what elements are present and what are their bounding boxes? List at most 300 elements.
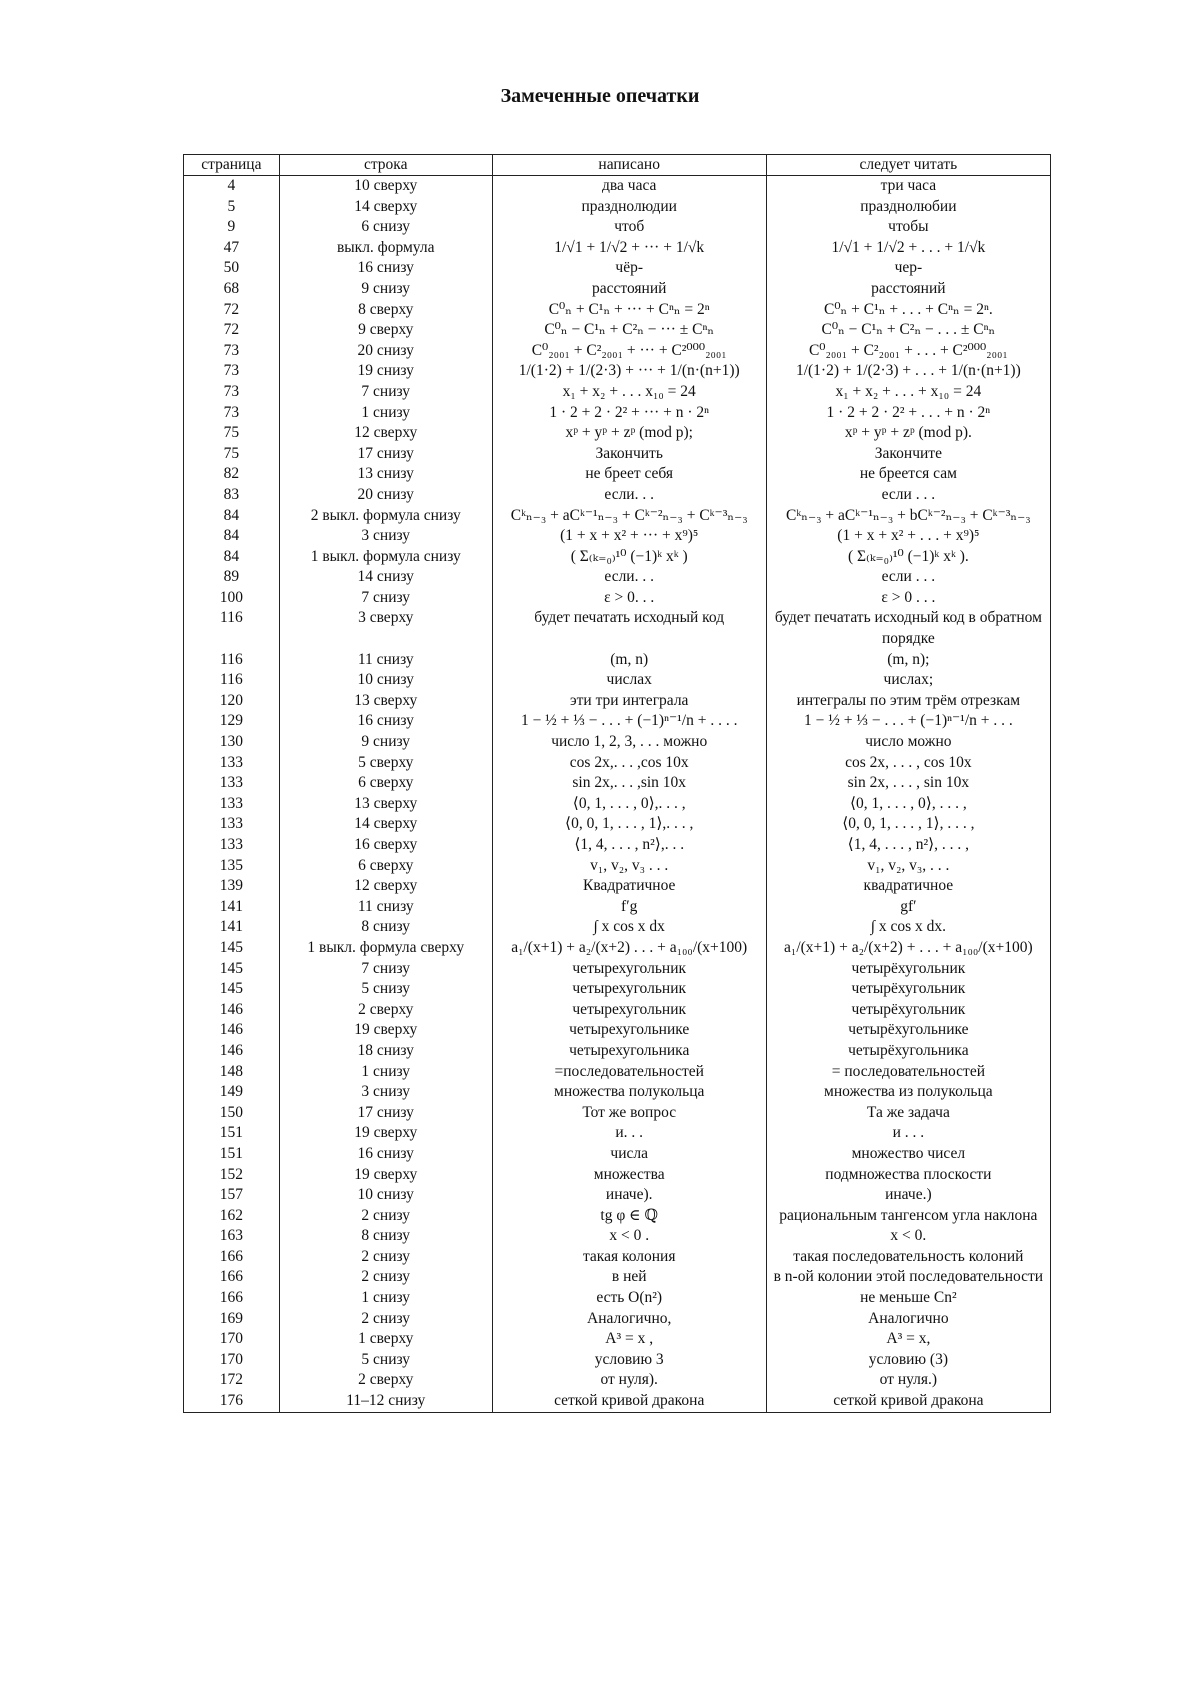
cell-page: 133 [184, 753, 280, 774]
page-title: Замеченные опечатки [500, 85, 700, 107]
header-correct: следует читать [766, 155, 1050, 176]
cell-line: 16 сверху [279, 835, 492, 856]
cell-page: 68 [184, 279, 280, 300]
table-row [184, 1370, 1051, 1391]
cell-correct: ⟨0, 0, 1, . . . , 1⟩, . . . , [766, 814, 1050, 835]
cell-page: 133 [184, 814, 280, 835]
cell-correct: x₁ + x₂ + . . . + x₁₀ = 24 [766, 382, 1050, 403]
table-row [184, 608, 1051, 649]
cell-correct: чер- [766, 258, 1050, 279]
cell-page: 72 [184, 320, 280, 341]
cell-written: множества [492, 1165, 766, 1186]
cell-written: Квадратичное [492, 876, 766, 897]
cell-line: 1 снизу [279, 1062, 492, 1083]
cell-line: 17 снизу [279, 444, 492, 465]
cell-page: 84 [184, 547, 280, 568]
cell-written: Закончить [492, 444, 766, 465]
table-row [184, 938, 1051, 959]
table-row [184, 176, 1051, 197]
cell-page: 157 [184, 1185, 280, 1206]
cell-correct: a₁/(x+1) + a₂/(x+2) + . . . + a₁₀₀/(x+100) [766, 938, 1050, 959]
cell-page: 72 [184, 300, 280, 321]
table-row [184, 506, 1051, 527]
table-row [184, 835, 1051, 856]
cell-page: 5 [184, 197, 280, 218]
cell-written: C⁰ₙ + C¹ₙ + ··· + Cⁿₙ = 2ⁿ [492, 300, 766, 321]
cell-page: 172 [184, 1370, 280, 1391]
cell-correct: 1 − ½ + ⅓ − . . . + (−1)ⁿ⁻¹/n + . . . [766, 711, 1050, 732]
table-row [184, 1206, 1051, 1227]
cell-correct: ⟨1, 4, . . . , n²⟩, . . . , [766, 835, 1050, 856]
cell-line: 17 снизу [279, 1103, 492, 1124]
cell-correct: gf′ [766, 897, 1050, 918]
table-row [184, 959, 1051, 980]
cell-correct: четырёхугольнике [766, 1020, 1050, 1041]
cell-correct: в n-ой колонии этой последовательности [766, 1267, 1050, 1288]
cell-correct: C⁰ₙ + C¹ₙ + . . . + Cⁿₙ = 2ⁿ. [766, 300, 1050, 321]
table-header [184, 155, 1051, 176]
cell-line: 11 снизу [279, 897, 492, 918]
cell-line: 6 сверху [279, 856, 492, 877]
cell-written: v₁, v₂, v₃ . . . [492, 856, 766, 877]
cell-correct: такая последовательность колоний [766, 1247, 1050, 1268]
cell-page: 82 [184, 464, 280, 485]
cell-page: 141 [184, 917, 280, 938]
cell-written: Аналогично, [492, 1309, 766, 1330]
cell-line: 5 снизу [279, 1350, 492, 1371]
cell-correct: ( Σ₍ₖ₌₀₎¹⁰ (−1)ᵏ xᵏ ). [766, 547, 1050, 568]
cell-written: ⟨1, 4, . . . , n²⟩,. . . [492, 835, 766, 856]
cell-page: 120 [184, 691, 280, 712]
cell-page: 130 [184, 732, 280, 753]
cell-correct: интегралы по этим трём отрезкам [766, 691, 1050, 712]
table-row [184, 1226, 1051, 1247]
cell-line: 1 выкл. формула снизу [279, 547, 492, 568]
cell-page: 148 [184, 1062, 280, 1083]
cell-page: 50 [184, 258, 280, 279]
table-row [184, 1350, 1051, 1371]
table-row [184, 526, 1051, 547]
cell-page: 75 [184, 423, 280, 444]
cell-correct: C⁰ₙ − C¹ₙ + C²ₙ − . . . ± Cⁿₙ [766, 320, 1050, 341]
cell-written: C⁰ₙ − C¹ₙ + C²ₙ − ··· ± Cⁿₙ [492, 320, 766, 341]
cell-written: sin 2x,. . . ,sin 10x [492, 773, 766, 794]
cell-written: x₁ + x₂ + . . . x₁₀ = 24 [492, 382, 766, 403]
cell-page: 133 [184, 773, 280, 794]
cell-written: чтоб [492, 217, 766, 238]
table-row [184, 1185, 1051, 1206]
cell-page: 73 [184, 361, 280, 382]
table-row [184, 711, 1051, 732]
cell-line: 2 сверху [279, 1000, 492, 1021]
cell-written: не бреет себя [492, 464, 766, 485]
cell-line: 13 сверху [279, 794, 492, 815]
cell-written: условию 3 [492, 1350, 766, 1371]
cell-page: 176 [184, 1391, 280, 1412]
table-row [184, 485, 1051, 506]
cell-correct: от нуля.) [766, 1370, 1050, 1391]
cell-line: 8 снизу [279, 1226, 492, 1247]
cell-written: четырехугольник [492, 959, 766, 980]
cell-correct: не меньше Cn² [766, 1288, 1050, 1309]
cell-written: ( Σ₍ₖ₌₀₎¹⁰ (−1)ᵏ xᵏ ) [492, 547, 766, 568]
cell-written: ⟨0, 1, . . . , 0⟩,. . . , [492, 794, 766, 815]
cell-correct: условию (3) [766, 1350, 1050, 1371]
cell-correct: подмножества плоскости [766, 1165, 1050, 1186]
table-row [184, 1309, 1051, 1330]
cell-correct: ⟨0, 1, . . . , 0⟩, . . . , [766, 794, 1050, 815]
cell-page: 135 [184, 856, 280, 877]
cell-written: эти три интеграла [492, 691, 766, 712]
table-row [184, 1391, 1051, 1412]
cell-written: чёр- [492, 258, 766, 279]
cell-page: 133 [184, 794, 280, 815]
cell-page: 129 [184, 711, 280, 732]
table-row [184, 258, 1051, 279]
cell-correct: cos 2x, . . . , cos 10x [766, 753, 1050, 774]
cell-line: 5 сверху [279, 753, 492, 774]
cell-line: 3 сверху [279, 608, 492, 649]
cell-written: число 1, 2, 3, . . . можно [492, 732, 766, 753]
cell-written: 1 − ½ + ⅓ − . . . + (−1)ⁿ⁻¹/n + . . . . [492, 711, 766, 732]
cell-page: 146 [184, 1041, 280, 1062]
cell-written: иначе). [492, 1185, 766, 1206]
cell-page: 152 [184, 1165, 280, 1186]
cell-line: 1 снизу [279, 1288, 492, 1309]
cell-page: 73 [184, 341, 280, 362]
cell-written: четырехугольнике [492, 1020, 766, 1041]
table-body [184, 176, 1051, 1413]
cell-line: 7 снизу [279, 588, 492, 609]
cell-written: tg φ ∈ ℚ [492, 1206, 766, 1227]
cell-line: 6 сверху [279, 773, 492, 794]
cell-line: 7 снизу [279, 959, 492, 980]
table-row [184, 403, 1051, 424]
cell-page: 100 [184, 588, 280, 609]
cell-written: числа [492, 1144, 766, 1165]
cell-correct: если . . . [766, 485, 1050, 506]
cell-line: 13 снизу [279, 464, 492, 485]
cell-correct: Закончите [766, 444, 1050, 465]
cell-page: 9 [184, 217, 280, 238]
cell-line: 10 сверху [279, 176, 492, 197]
cell-line: 2 выкл. формула снизу [279, 506, 492, 527]
cell-correct: = последовательностей [766, 1062, 1050, 1083]
cell-line: 5 снизу [279, 979, 492, 1000]
cell-line: 6 снизу [279, 217, 492, 238]
cell-correct: ε > 0 . . . [766, 588, 1050, 609]
table-row [184, 238, 1051, 259]
cell-correct: не бреется сам [766, 464, 1050, 485]
cell-page: 145 [184, 938, 280, 959]
cell-correct: четырёхугольник [766, 1000, 1050, 1021]
cell-line: 10 снизу [279, 1185, 492, 1206]
table-row [184, 794, 1051, 815]
cell-page: 84 [184, 506, 280, 527]
cell-written: будет печатать исходный код [492, 608, 766, 649]
cell-correct: сеткой кривой дракона [766, 1391, 1050, 1412]
table-row [184, 814, 1051, 835]
table-row [184, 1062, 1051, 1083]
cell-page: 84 [184, 526, 280, 547]
table-row [184, 876, 1051, 897]
cell-written: =последовательностей [492, 1062, 766, 1083]
cell-correct: будет печатать исходный код в обратном порядке [766, 608, 1050, 649]
cell-line: 13 сверху [279, 691, 492, 712]
cell-line: 19 сверху [279, 1165, 492, 1186]
cell-written: 1/√1 + 1/√2 + ··· + 1/√k [492, 238, 766, 259]
cell-page: 145 [184, 959, 280, 980]
cell-page: 133 [184, 835, 280, 856]
cell-page: 146 [184, 1020, 280, 1041]
cell-written: xᵖ + yᵖ + zᵖ (mod p); [492, 423, 766, 444]
cell-written: сеткой кривой дракона [492, 1391, 766, 1412]
cell-written: в ней [492, 1267, 766, 1288]
cell-page: 166 [184, 1288, 280, 1309]
table-row [184, 217, 1051, 238]
cell-page: 75 [184, 444, 280, 465]
cell-page: 145 [184, 979, 280, 1000]
cell-written: есть O(n²) [492, 1288, 766, 1309]
cell-line: 1 выкл. формула сверху [279, 938, 492, 959]
table-row [184, 444, 1051, 465]
cell-line: выкл. формула [279, 238, 492, 259]
cell-correct: 1/√1 + 1/√2 + . . . + 1/√k [766, 238, 1050, 259]
table-row [184, 1267, 1051, 1288]
cell-line: 19 сверху [279, 1123, 492, 1144]
cell-written: такая колония [492, 1247, 766, 1268]
cell-page: 141 [184, 897, 280, 918]
errata-table [183, 154, 1051, 1413]
cell-page: 166 [184, 1267, 280, 1288]
table-row [184, 979, 1051, 1000]
cell-page: 89 [184, 567, 280, 588]
cell-correct: празднолюбии [766, 197, 1050, 218]
cell-line: 7 снизу [279, 382, 492, 403]
cell-correct: ∫ x cos x dx. [766, 917, 1050, 938]
table-row [184, 753, 1051, 774]
cell-page: 139 [184, 876, 280, 897]
cell-written: cos 2x,. . . ,cos 10x [492, 753, 766, 774]
cell-line: 3 снизу [279, 1082, 492, 1103]
cell-line: 2 снизу [279, 1206, 492, 1227]
table-row [184, 382, 1051, 403]
table-row [184, 300, 1051, 321]
cell-page: 116 [184, 670, 280, 691]
cell-written: четырехугольник [492, 979, 766, 1000]
cell-line: 2 снизу [279, 1247, 492, 1268]
cell-correct: (1 + x + x² + . . . + x⁹)⁵ [766, 526, 1050, 547]
table-row [184, 897, 1051, 918]
cell-page: 166 [184, 1247, 280, 1268]
header-page: страница [184, 155, 280, 176]
cell-correct: множество чисел [766, 1144, 1050, 1165]
cell-correct: если . . . [766, 567, 1050, 588]
table-row [184, 773, 1051, 794]
cell-correct: три часа [766, 176, 1050, 197]
cell-correct: числах; [766, 670, 1050, 691]
cell-page: 170 [184, 1350, 280, 1371]
cell-line: 1 снизу [279, 403, 492, 424]
cell-line: 1 сверху [279, 1329, 492, 1350]
cell-written: и. . . [492, 1123, 766, 1144]
table-row [184, 279, 1051, 300]
cell-correct: Аналогично [766, 1309, 1050, 1330]
cell-page: 169 [184, 1309, 280, 1330]
table-row [184, 1041, 1051, 1062]
cell-line: 19 снизу [279, 361, 492, 382]
cell-page: 149 [184, 1082, 280, 1103]
cell-written: расстояний [492, 279, 766, 300]
cell-page: 146 [184, 1000, 280, 1021]
cell-line: 9 сверху [279, 320, 492, 341]
cell-correct: и . . . [766, 1123, 1050, 1144]
table-row [184, 1000, 1051, 1021]
cell-line: 12 сверху [279, 423, 492, 444]
table-row [184, 423, 1051, 444]
cell-written: празднолюдии [492, 197, 766, 218]
table-row [184, 320, 1051, 341]
table-row [184, 1082, 1051, 1103]
cell-correct: четырёхугольника [766, 1041, 1050, 1062]
cell-line: 14 сверху [279, 197, 492, 218]
cell-page: 163 [184, 1226, 280, 1247]
table-row [184, 1020, 1051, 1041]
cell-correct: чтобы [766, 217, 1050, 238]
header-written: написано [492, 155, 766, 176]
cell-line: 16 снизу [279, 1144, 492, 1165]
cell-written: A³ = x , [492, 1329, 766, 1350]
cell-correct: расстояний [766, 279, 1050, 300]
cell-written: ⟨0, 0, 1, . . . , 1⟩,. . . , [492, 814, 766, 835]
cell-page: 170 [184, 1329, 280, 1350]
cell-correct: Та же задача [766, 1103, 1050, 1124]
cell-page: 116 [184, 608, 280, 649]
cell-written: четырехугольник [492, 1000, 766, 1021]
table-row [184, 670, 1051, 691]
cell-correct: 1 · 2 + 2 · 2² + . . . + n · 2ⁿ [766, 403, 1050, 424]
cell-written: (m, n) [492, 650, 766, 671]
cell-correct: иначе.) [766, 1185, 1050, 1206]
cell-written: ∫ x cos x dx [492, 917, 766, 938]
cell-written: числах [492, 670, 766, 691]
table-row [184, 341, 1051, 362]
cell-written: C⁰₂₀₀₁ + C²₂₀₀₁ + ··· + C²⁰⁰⁰₂₀₀₁ [492, 341, 766, 362]
table-row [184, 1103, 1051, 1124]
cell-correct: множества из полукольца [766, 1082, 1050, 1103]
header-line: строка [279, 155, 492, 176]
cell-written: (1 + x + x² + ··· + x⁹)⁵ [492, 526, 766, 547]
table-row [184, 567, 1051, 588]
cell-line: 16 снизу [279, 711, 492, 732]
cell-line: 19 сверху [279, 1020, 492, 1041]
cell-page: 83 [184, 485, 280, 506]
cell-line: 16 снизу [279, 258, 492, 279]
table-row [184, 588, 1051, 609]
cell-line: 10 снизу [279, 670, 492, 691]
cell-page: 151 [184, 1144, 280, 1165]
cell-line: 14 сверху [279, 814, 492, 835]
cell-line: 8 снизу [279, 917, 492, 938]
cell-page: 73 [184, 382, 280, 403]
header-row [184, 155, 1051, 176]
cell-line: 14 снизу [279, 567, 492, 588]
cell-correct: квадратичное [766, 876, 1050, 897]
cell-correct: sin 2x, . . . , sin 10x [766, 773, 1050, 794]
cell-correct: C⁰₂₀₀₁ + C²₂₀₀₁ + . . . + C²⁰⁰⁰₂₀₀₁ [766, 341, 1050, 362]
cell-correct: 1/(1·2) + 1/(2·3) + . . . + 1/(n·(n+1)) [766, 361, 1050, 382]
table-row [184, 1288, 1051, 1309]
cell-correct: v₁, v₂, v₃, . . . [766, 856, 1050, 877]
cell-line: 3 снизу [279, 526, 492, 547]
cell-page: 73 [184, 403, 280, 424]
cell-written: Cᵏₙ₋₃ + aCᵏ⁻¹ₙ₋₃ + Cᵏ⁻²ₙ₋₃ + Cᵏ⁻³ₙ₋₃ [492, 506, 766, 527]
cell-written: два часа [492, 176, 766, 197]
cell-page: 150 [184, 1103, 280, 1124]
table-row [184, 1165, 1051, 1186]
cell-written: если. . . [492, 485, 766, 506]
cell-written: f′g [492, 897, 766, 918]
cell-correct: рациональным тангенсом угла наклона [766, 1206, 1050, 1227]
cell-correct: четырёхугольник [766, 959, 1050, 980]
table-row [184, 1144, 1051, 1165]
cell-line: 8 сверху [279, 300, 492, 321]
cell-line: 11–12 снизу [279, 1391, 492, 1412]
cell-written: ε > 0. . . [492, 588, 766, 609]
table-row [184, 547, 1051, 568]
table-row [184, 361, 1051, 382]
table-row [184, 1329, 1051, 1350]
cell-line: 18 снизу [279, 1041, 492, 1062]
table-row [184, 691, 1051, 712]
cell-page: 116 [184, 650, 280, 671]
cell-written: 1 · 2 + 2 · 2² + ··· + n · 2ⁿ [492, 403, 766, 424]
cell-written: Тот же вопрос [492, 1103, 766, 1124]
table-row [184, 732, 1051, 753]
cell-correct: xᵖ + yᵖ + zᵖ (mod p). [766, 423, 1050, 444]
cell-page: 151 [184, 1123, 280, 1144]
cell-written: a₁/(x+1) + a₂/(x+2) . . . + a₁₀₀/(x+100) [492, 938, 766, 959]
cell-line: 2 снизу [279, 1267, 492, 1288]
cell-written: если. . . [492, 567, 766, 588]
cell-line: 20 снизу [279, 341, 492, 362]
table-row [184, 856, 1051, 877]
cell-correct: Cᵏₙ₋₃ + aCᵏ⁻¹ₙ₋₃ + bCᵏ⁻²ₙ₋₃ + Cᵏ⁻³ₙ₋₃ [766, 506, 1050, 527]
table-row [184, 917, 1051, 938]
cell-written: x < 0 . [492, 1226, 766, 1247]
cell-page: 4 [184, 176, 280, 197]
cell-correct: A³ = x, [766, 1329, 1050, 1350]
table-row [184, 197, 1051, 218]
cell-line: 9 снизу [279, 279, 492, 300]
table-row [184, 650, 1051, 671]
cell-correct: четырёхугольник [766, 979, 1050, 1000]
cell-written: множества полукольца [492, 1082, 766, 1103]
cell-correct: (m, n); [766, 650, 1050, 671]
cell-written: 1/(1·2) + 1/(2·3) + ··· + 1/(n·(n+1)) [492, 361, 766, 382]
table-row [184, 464, 1051, 485]
cell-page: 162 [184, 1206, 280, 1227]
cell-line: 20 снизу [279, 485, 492, 506]
cell-correct: x < 0. [766, 1226, 1050, 1247]
cell-page: 47 [184, 238, 280, 259]
cell-written: четырехугольника [492, 1041, 766, 1062]
table-row [184, 1123, 1051, 1144]
cell-line: 9 снизу [279, 732, 492, 753]
cell-line: 12 сверху [279, 876, 492, 897]
cell-line: 2 снизу [279, 1309, 492, 1330]
cell-written: от нуля). [492, 1370, 766, 1391]
